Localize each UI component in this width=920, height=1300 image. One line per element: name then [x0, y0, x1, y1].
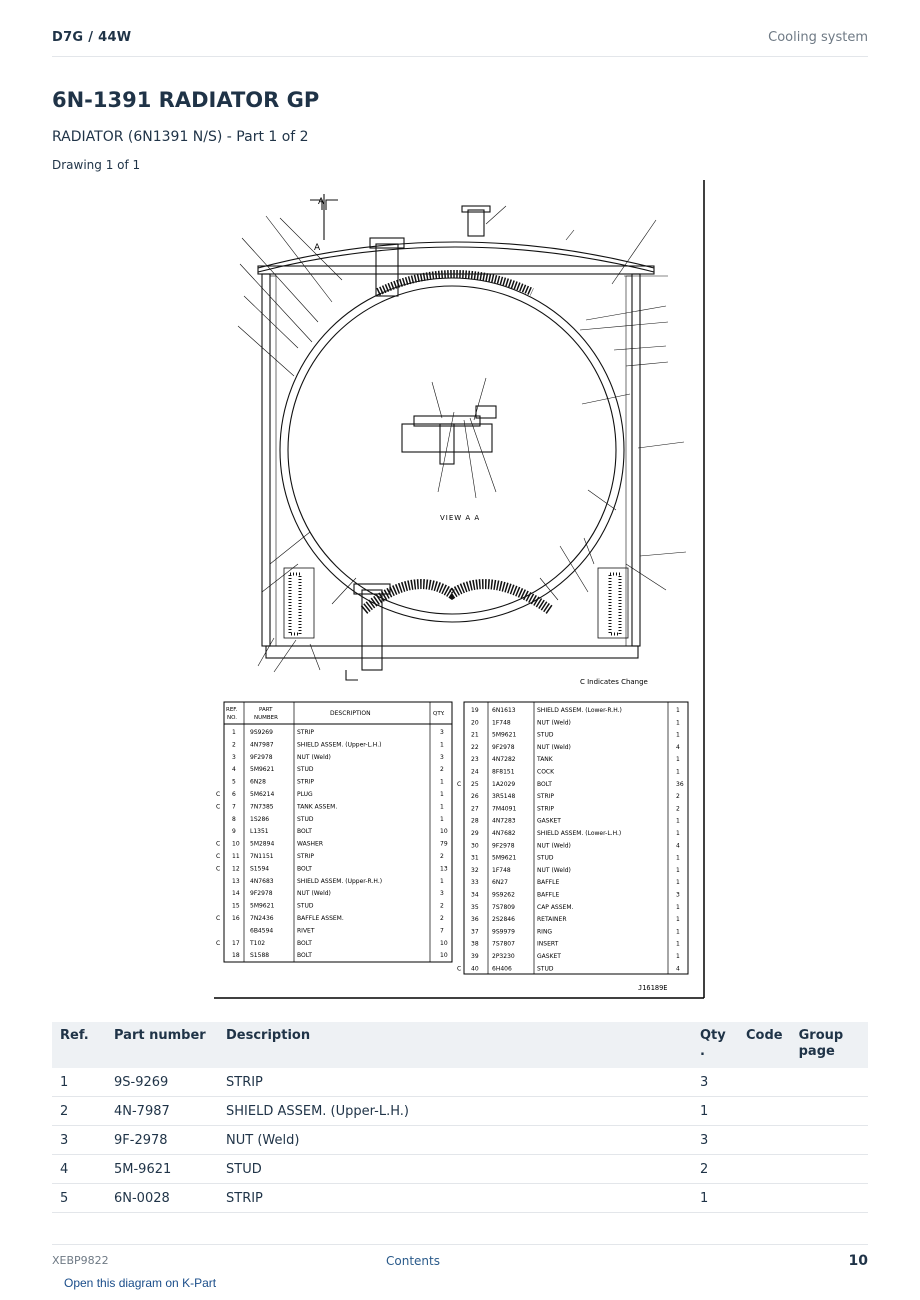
change-indicator: C	[216, 915, 221, 922]
list-part-number: 1S286	[250, 815, 270, 823]
list-part-number: 1A2029	[492, 780, 516, 788]
cell-qty: 1	[692, 1184, 738, 1213]
list-description: BOLT	[537, 780, 552, 788]
parts-list-row	[471, 769, 680, 776]
list-header-part-bottom: NUMBER	[254, 715, 278, 721]
cell-description: STRIP	[218, 1068, 692, 1097]
list-description: WASHER	[297, 840, 323, 848]
parts-list-row	[232, 754, 444, 761]
list-description: STRIP	[297, 853, 315, 860]
list-description: SHIELD ASSEM. (Upper-L.H.)	[297, 741, 382, 749]
parts-list-row	[471, 818, 680, 825]
parts-list-row	[457, 965, 680, 972]
list-part-number: 6N1613	[492, 707, 516, 714]
list-ref-number: 16	[232, 915, 240, 922]
list-qty: 13	[440, 865, 448, 873]
cell-description: NUT (Weld)	[218, 1126, 692, 1155]
list-description: BOLT	[297, 939, 312, 947]
list-qty: 1	[676, 866, 680, 874]
cell-code	[738, 1155, 791, 1184]
list-ref-number: 14	[232, 890, 240, 898]
cell-code	[738, 1068, 791, 1097]
table-row	[52, 1126, 868, 1155]
breadcrumb: D7G / 44W	[52, 30, 132, 45]
list-part-number: 5M6214	[250, 791, 275, 798]
list-ref-number: 27	[471, 805, 479, 813]
list-part-number: 9F2978	[492, 842, 515, 850]
parts-diagram[interactable]	[214, 180, 706, 1000]
parts-list-row	[232, 779, 444, 786]
parts-list-row	[471, 855, 680, 862]
list-description: RIVET	[297, 927, 315, 935]
drawing-label: Drawing 1 of 1	[52, 158, 141, 172]
list-description: STUD	[537, 854, 554, 862]
list-qty: 2	[676, 805, 680, 813]
list-description: NUT (Weld)	[537, 842, 571, 850]
list-part-number: S1594	[250, 865, 270, 873]
cell-qty: 1	[692, 1097, 738, 1126]
list-part-number: 4N7683	[250, 877, 274, 885]
document-id: XEBP9822	[52, 1254, 109, 1267]
list-ref-number: 17	[232, 939, 240, 947]
list-description: STRIP	[297, 729, 315, 736]
contents-link[interactable]: Contents	[386, 1254, 440, 1268]
change-indicator: C	[216, 939, 221, 947]
list-qty: 1	[676, 756, 680, 764]
section-name: Cooling system	[768, 30, 868, 45]
list-description: PLUG	[297, 791, 313, 798]
list-ref-number: 25	[471, 780, 479, 788]
list-qty: 1	[676, 928, 680, 936]
list-description: SHIELD ASSEM. (Lower-R.H.)	[537, 707, 622, 714]
list-ref-number: 39	[471, 953, 479, 960]
list-qty: 4	[676, 743, 680, 751]
cell-qty: 2	[692, 1155, 738, 1184]
page-header	[52, 28, 868, 57]
list-part-number: 6B4594	[250, 927, 274, 935]
parts-list-row	[471, 904, 680, 911]
list-qty: 1	[440, 815, 444, 823]
page-title: 6N-1391 RADIATOR GP	[52, 88, 320, 112]
list-header-ref-bottom: NO.	[227, 715, 237, 721]
list-part-number: 9F2978	[492, 743, 515, 751]
list-qty: 2	[440, 853, 444, 860]
parts-list-row	[471, 842, 680, 849]
list-description: STRIP	[537, 805, 555, 813]
list-qty: 1	[676, 768, 680, 776]
list-ref-number: 2	[232, 741, 236, 749]
list-qty: 4	[676, 842, 680, 850]
list-ref-number: 30	[471, 842, 479, 850]
list-description: NUT (Weld)	[297, 890, 331, 898]
list-part-number: 5M9621	[250, 902, 275, 910]
list-ref-number: 31	[471, 854, 479, 862]
list-description: BAFFLE ASSEM.	[297, 915, 344, 922]
table-row	[52, 1068, 868, 1097]
list-ref-number: 18	[232, 952, 240, 960]
list-description: BOLT	[297, 828, 312, 836]
list-qty: 1	[676, 817, 680, 825]
list-part-number: 1F748	[492, 866, 511, 874]
parts-list-row	[471, 744, 680, 751]
cell-ref: 1	[52, 1068, 106, 1097]
list-description: TANK	[537, 756, 553, 764]
change-indicator: C	[216, 803, 221, 811]
list-part-number: 4N7987	[250, 741, 274, 749]
list-qty: 1	[440, 778, 444, 786]
cell-ref: 4	[52, 1155, 106, 1184]
change-indicator: C	[216, 853, 221, 860]
list-ref-number: 11	[232, 853, 240, 860]
parts-list-row	[471, 941, 680, 948]
list-ref-number: 36	[471, 916, 479, 924]
list-ref-number: 13	[232, 877, 240, 885]
table-header-row	[52, 1022, 868, 1068]
list-description: BAFFLE	[537, 891, 560, 899]
cell-code	[738, 1126, 791, 1155]
list-qty: 1	[440, 803, 444, 811]
change-indicator: C	[216, 840, 221, 848]
page-subtitle: RADIATOR (6N1391 N/S) - Part 1 of 2	[52, 129, 309, 145]
list-part-number: 9S9262	[492, 891, 515, 899]
list-ref-number: 15	[232, 902, 240, 910]
view-label: VIEW A A	[440, 514, 481, 522]
list-header-ref-top: REF.	[226, 707, 238, 713]
list-part-number: S1588	[250, 952, 270, 960]
parts-list-left	[216, 702, 452, 962]
table-row	[52, 1155, 868, 1184]
list-description: BAFFLE	[537, 879, 560, 887]
list-ref-number: 19	[471, 707, 479, 714]
cell-code	[738, 1097, 791, 1126]
section-marker-bottom: A	[314, 243, 321, 253]
parts-list-row	[471, 867, 680, 874]
parts-list-row	[216, 915, 444, 922]
list-description: GASKET	[537, 953, 561, 960]
col-group-page: Group page	[791, 1022, 868, 1068]
list-qty: 3	[440, 753, 444, 761]
list-ref-number: 33	[471, 879, 479, 887]
list-ref-number: 35	[471, 903, 479, 911]
change-indicator: C	[216, 791, 221, 798]
list-ref-number: 22	[471, 743, 479, 751]
cell-description: STRIP	[218, 1184, 692, 1213]
list-description: STUD	[297, 815, 314, 823]
cell-ref: 5	[52, 1184, 106, 1213]
section-marker-top: A	[318, 197, 325, 207]
parts-list-row	[471, 719, 680, 726]
parts-table	[52, 1022, 868, 1213]
list-part-number: 1F748	[492, 719, 511, 727]
parts-list-row	[232, 741, 444, 748]
list-ref-number: 23	[471, 756, 479, 764]
list-ref-number: 40	[471, 965, 479, 973]
parts-list-row	[216, 865, 448, 872]
list-part-number: 2S2846	[492, 916, 515, 924]
list-part-number: 2P3230	[492, 953, 515, 960]
list-header-part-top: PART	[259, 707, 273, 713]
list-part-number: 9S9269	[250, 729, 273, 736]
list-part-number: 5M9621	[492, 731, 517, 739]
parts-list-row	[232, 952, 448, 959]
list-description: NUT (Weld)	[537, 743, 571, 751]
list-qty: 10	[440, 939, 448, 947]
list-description: NUT (Weld)	[537, 719, 571, 727]
kpart-link[interactable]: Open this diagram on K-Part	[64, 1276, 217, 1290]
list-ref-number: 29	[471, 830, 479, 837]
cell-part-number: 4N-7987	[106, 1097, 218, 1126]
cell-ref: 3	[52, 1126, 106, 1155]
parts-list-row	[232, 766, 444, 773]
list-part-number: 7N7385	[250, 803, 274, 811]
parts-list-row	[250, 927, 444, 934]
list-qty: 1	[440, 741, 444, 749]
parts-list-row	[232, 816, 444, 823]
list-description: NUT (Weld)	[537, 866, 571, 874]
list-qty: 1	[676, 879, 680, 887]
list-ref-number: 32	[471, 866, 479, 874]
list-ref-number: 6	[232, 791, 236, 798]
list-qty: 1	[676, 916, 680, 924]
list-qty: 1	[676, 719, 680, 727]
list-qty: 7	[440, 927, 444, 935]
list-qty: 2	[440, 915, 444, 922]
list-part-number: 7N2436	[250, 915, 274, 922]
col-description: Description	[218, 1022, 692, 1068]
list-part-number: L1351	[250, 828, 269, 836]
parts-list-row	[471, 928, 680, 935]
change-indicator: C	[457, 780, 462, 788]
list-ref-number: 7	[232, 803, 236, 811]
parts-list-row	[471, 892, 680, 899]
list-part-number: 7S7807	[492, 940, 515, 948]
change-note: C Indicates Change	[580, 678, 648, 686]
parts-list-row	[471, 916, 680, 923]
list-qty: 10	[440, 828, 448, 836]
parts-list-row	[216, 940, 448, 947]
parts-list-row	[232, 828, 448, 835]
list-part-number: 9F2978	[250, 890, 273, 898]
list-part-number: 4N7283	[492, 817, 516, 825]
list-ref-number: 5	[232, 778, 236, 786]
list-qty: 3	[676, 891, 680, 899]
list-part-number: 9F2978	[250, 753, 273, 761]
parts-list-row	[232, 878, 444, 885]
cell-part-number: 9F-2978	[106, 1126, 218, 1155]
list-part-number: 5M2894	[250, 840, 275, 848]
cell-group-page	[791, 1126, 868, 1155]
list-qty: 1	[676, 830, 680, 837]
list-description: STRIP	[297, 778, 315, 786]
list-description: INSERT	[537, 940, 559, 948]
list-qty: 36	[676, 780, 684, 788]
list-ref-number: 3	[232, 753, 236, 761]
list-qty: 1	[676, 731, 680, 739]
list-part-number: 6H406	[492, 965, 512, 973]
list-ref-number: 9	[232, 828, 236, 836]
list-description: STUD	[537, 731, 554, 739]
list-ref-number: 24	[471, 768, 479, 776]
parts-list-row	[471, 793, 680, 800]
list-description: COCK	[537, 768, 555, 776]
list-header-qty: QTY.	[433, 711, 445, 717]
parts-list-row	[471, 830, 680, 837]
parts-list-row	[471, 805, 680, 812]
list-description: CAP ASSEM.	[537, 903, 574, 911]
list-part-number: 9S9979	[492, 928, 515, 936]
parts-list-row	[216, 853, 444, 860]
list-description: GASKET	[537, 817, 561, 825]
list-ref-number: 28	[471, 817, 479, 825]
radiator-illustration	[238, 194, 686, 680]
list-ref-number: 8	[232, 815, 236, 823]
list-qty: 1	[676, 854, 680, 862]
parts-list-row	[471, 879, 680, 886]
list-description: RING	[537, 928, 553, 936]
list-qty: 1	[440, 791, 444, 798]
list-part-number: 6N27	[492, 879, 508, 887]
list-ref-number: 20	[471, 719, 479, 727]
cell-code	[738, 1184, 791, 1213]
list-qty: 3	[440, 890, 444, 898]
list-qty: 1	[676, 903, 680, 911]
cell-group-page	[791, 1155, 868, 1184]
list-qty: 2	[440, 902, 444, 910]
parts-list-row	[232, 890, 444, 897]
list-part-number: 5M9621	[250, 766, 275, 774]
parts-list-row	[216, 791, 444, 798]
list-description: BOLT	[297, 865, 312, 873]
list-part-number: 6N28	[250, 778, 266, 786]
cell-ref: 2	[52, 1097, 106, 1126]
list-description: STUD	[297, 766, 314, 774]
list-ref-number: 12	[232, 865, 240, 873]
change-indicator: C	[216, 865, 221, 873]
list-part-number: 3R5148	[492, 793, 516, 801]
list-qty: 10	[440, 952, 448, 960]
list-description: SHIELD ASSEM. (Lower-L.H.)	[537, 830, 622, 837]
list-qty: 1	[676, 707, 680, 714]
list-header-description: DESCRIPTION	[330, 710, 371, 717]
list-part-number: 8F8151	[492, 768, 515, 776]
list-qty: 3	[440, 729, 444, 736]
cell-description: SHIELD ASSEM. (Upper-L.H.)	[218, 1097, 692, 1126]
list-ref-number: 10	[232, 840, 240, 848]
list-description: STUD	[537, 965, 554, 973]
parts-list-row	[216, 803, 444, 810]
parts-list-right	[457, 702, 688, 974]
change-indicator: C	[457, 965, 462, 973]
parts-list-row	[471, 732, 680, 739]
col-part-number: Part number	[106, 1022, 218, 1068]
list-ref-number: 4	[232, 766, 236, 774]
list-description: STRIP	[537, 793, 555, 801]
cell-part-number: 5M-9621	[106, 1155, 218, 1184]
list-part-number: 7S7809	[492, 903, 515, 911]
parts-list-row	[232, 729, 444, 736]
list-description: NUT (Weld)	[297, 753, 331, 761]
list-ref-number: 37	[471, 928, 479, 936]
drawing-number: J16189E	[638, 984, 668, 992]
cell-part-number: 9S-9269	[106, 1068, 218, 1097]
parts-list-row	[216, 841, 448, 848]
list-part-number: T102	[250, 939, 266, 947]
list-part-number: 4N7282	[492, 756, 516, 764]
parts-list-row	[471, 707, 680, 714]
list-ref-number: 38	[471, 940, 479, 948]
list-description: BOLT	[297, 952, 312, 960]
list-qty: 2	[440, 766, 444, 774]
list-qty: 1	[676, 953, 680, 960]
parts-list-row	[471, 953, 680, 960]
list-description: STUD	[297, 902, 314, 910]
list-description: SHIELD ASSEM. (Upper-R.H.)	[297, 877, 383, 885]
parts-list-row	[471, 756, 680, 763]
list-qty: 79	[440, 840, 448, 848]
list-qty: 1	[676, 940, 680, 948]
col-qty: Qty .	[692, 1022, 738, 1068]
cell-group-page	[791, 1184, 868, 1213]
list-ref-number: 21	[471, 731, 479, 739]
page-number: 10	[848, 1253, 868, 1269]
cell-qty: 3	[692, 1068, 738, 1097]
table-row	[52, 1184, 868, 1213]
col-code: Code	[738, 1022, 791, 1068]
cell-group-page	[791, 1097, 868, 1126]
list-part-number: 7M4091	[492, 805, 517, 813]
cell-part-number: 6N-0028	[106, 1184, 218, 1213]
list-ref-number: 26	[471, 793, 479, 801]
list-qty: 4	[676, 965, 680, 973]
cell-qty: 3	[692, 1126, 738, 1155]
cell-description: STUD	[218, 1155, 692, 1184]
list-part-number: 4N7682	[492, 830, 516, 837]
list-part-number: 7N1151	[250, 853, 274, 860]
cell-group-page	[791, 1068, 868, 1097]
table-row	[52, 1097, 868, 1126]
parts-list-row	[457, 781, 684, 788]
list-description: RETAINER	[537, 916, 567, 924]
list-qty: 1	[440, 877, 444, 885]
list-description: TANK ASSEM.	[297, 803, 338, 811]
list-ref-number: 1	[232, 729, 236, 736]
col-ref: Ref.	[52, 1022, 106, 1068]
list-qty: 2	[676, 793, 680, 801]
list-ref-number: 34	[471, 891, 479, 899]
parts-list-row	[232, 903, 444, 910]
list-part-number: 5M9621	[492, 854, 517, 862]
